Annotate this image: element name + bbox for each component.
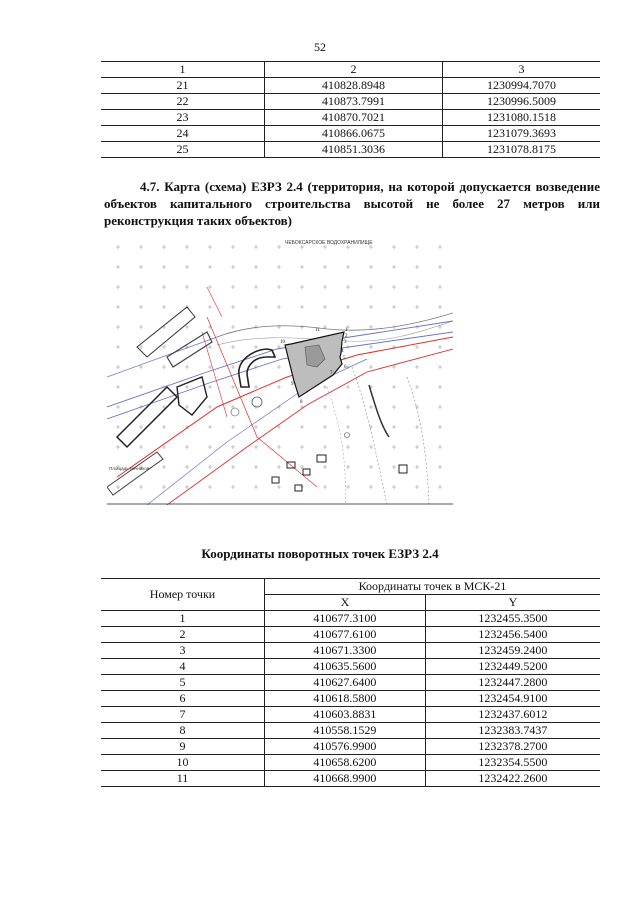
- table-row: [101, 723, 600, 739]
- page-number: 52: [314, 40, 326, 54]
- table-cell: 10: [101, 755, 265, 771]
- section-heading: [104, 178, 600, 229]
- table-row: [101, 675, 600, 691]
- table-row: [101, 707, 600, 723]
- table-cell: 1232459.2400: [425, 643, 600, 659]
- table-cell: 1232354.5500: [425, 755, 600, 771]
- table-cell: 11: [101, 771, 265, 787]
- point-label-2: 2: [345, 334, 348, 339]
- table-cell: 1230996.5009: [443, 94, 601, 110]
- table-cell: 1231078.8175: [443, 142, 601, 158]
- table-row: [101, 643, 600, 659]
- table-cell: 410635.5600: [265, 659, 426, 675]
- table-cell: 1232456.5400: [425, 627, 600, 643]
- table-cell: 410671.3300: [265, 643, 426, 659]
- table-cell: 410576.9900: [265, 739, 426, 755]
- table-cell: 410870.7021: [265, 110, 443, 126]
- point-label-9: 9: [291, 382, 294, 387]
- table-cell: 1232437.6012: [425, 707, 600, 723]
- table-cell: 1231079.3693: [443, 126, 601, 142]
- point-label-3: 3: [344, 340, 347, 345]
- table-cell: 1232447.2800: [425, 675, 600, 691]
- table-cell: 410558.1529: [265, 723, 426, 739]
- column-header: 2: [265, 62, 443, 78]
- table-cell: 9: [101, 739, 265, 755]
- point-label-6: 6: [344, 365, 347, 370]
- col-group-header: Координаты точек в МСК-21: [265, 579, 601, 595]
- table-cell: 410866.0675: [265, 126, 443, 142]
- table-cell: 410618.5800: [265, 691, 426, 707]
- table-cell: 1232383.7437: [425, 723, 600, 739]
- point-label-10: 10: [280, 340, 285, 345]
- table-row: [101, 94, 600, 110]
- table-cell: 1232422.2600: [425, 771, 600, 787]
- table-row: [101, 126, 600, 142]
- table-cell: 410677.3100: [265, 611, 426, 627]
- table-cell: 1232449.5200: [425, 659, 600, 675]
- point-label-11: 11: [315, 328, 320, 333]
- table-row: [101, 110, 600, 126]
- table-row: [101, 142, 600, 158]
- point-label-5: 5: [343, 356, 346, 361]
- table-cell: 2: [101, 627, 265, 643]
- table-cell: 410603.8831: [265, 707, 426, 723]
- table-cell: 24: [101, 126, 265, 142]
- point-label-1: 1: [345, 328, 348, 333]
- table-row: [101, 627, 600, 643]
- table-cell: 1232378.2700: [425, 739, 600, 755]
- table-cell: 7: [101, 707, 265, 723]
- point-label-8: 8: [300, 400, 303, 405]
- table-cell: 8: [101, 723, 265, 739]
- reservoir-label: ЧЕБОКСАРСКОЕ ВОДОХРАНИЛИЩЕ: [285, 240, 373, 246]
- col-x-header: X: [265, 595, 426, 611]
- point-label-4: 4: [341, 349, 344, 354]
- table-cell: 6: [101, 691, 265, 707]
- top-coordinates-table: [101, 61, 600, 158]
- table-row: [101, 659, 600, 675]
- section-heading-text: 4.7. Карта (схема) ЕЗРЗ 2.4 (территория, на которой допускается возведение объектов капитального строительства высотой не более 27 метров или реконструкция таких объектов): [104, 179, 600, 228]
- table-row: [101, 771, 600, 787]
- col-point-header: Номер точки: [101, 579, 265, 611]
- zone-map: [107, 237, 453, 505]
- table-cell: 410851.3036: [265, 142, 443, 158]
- coordinates-title: Координаты поворотных точек ЕЗРЗ 2.4: [201, 546, 439, 561]
- table-cell: 410627.6400: [265, 675, 426, 691]
- table-cell: 4: [101, 659, 265, 675]
- column-header: 1: [101, 62, 265, 78]
- table-cell: 410668.9900: [265, 771, 426, 787]
- table-row: [101, 755, 600, 771]
- col-y-header: Y: [425, 595, 600, 611]
- table-cell: 3: [101, 643, 265, 659]
- table-cell: 410828.8948: [265, 78, 443, 94]
- table-row: [101, 739, 600, 755]
- table-row: [101, 691, 600, 707]
- table-cell: 22: [101, 94, 265, 110]
- table-header-row: [101, 62, 600, 78]
- table-cell: 23: [101, 110, 265, 126]
- table-cell: 410677.6100: [265, 627, 426, 643]
- point-label-7: 7: [330, 371, 333, 376]
- table-cell: 5: [101, 675, 265, 691]
- table-cell: 1232454.9100: [425, 691, 600, 707]
- table-cell: 21: [101, 78, 265, 94]
- table-row: [101, 611, 600, 627]
- table-cell: 1230994.7070: [443, 78, 601, 94]
- table-cell: 25: [101, 142, 265, 158]
- coordinates-table: [101, 578, 600, 787]
- column-header: 3: [443, 62, 601, 78]
- table-cell: 410873.7991: [265, 94, 443, 110]
- table-row: [101, 78, 600, 94]
- table-cell: 1231080.1518: [443, 110, 601, 126]
- table-cell: 410658.6200: [265, 755, 426, 771]
- table-cell: 1232455.3500: [425, 611, 600, 627]
- table-cell: 1: [101, 611, 265, 627]
- street-label: Площадь Речников: [109, 466, 150, 471]
